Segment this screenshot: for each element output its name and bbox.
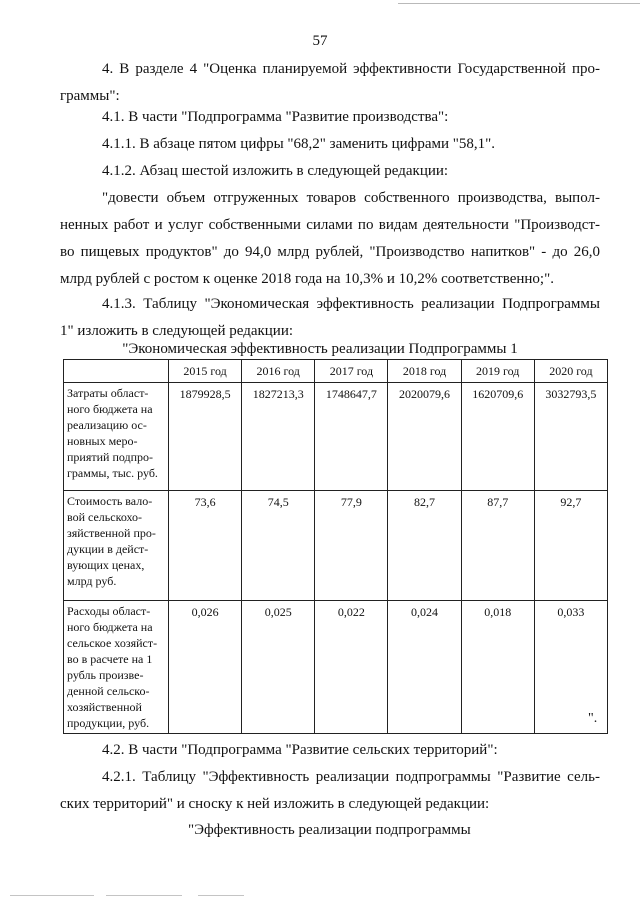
paragraph-4-1: 4.1. В части "Подпрограмма "Развитие производства": xyxy=(102,109,449,125)
paragraph-4-1-3 xyxy=(60,291,600,345)
label-line: приятий подпро- xyxy=(67,450,154,464)
label-line: реализацию ос- xyxy=(67,418,147,432)
label-line: млрд руб. xyxy=(67,574,117,588)
label-line: Стоимость вало- xyxy=(67,494,153,508)
year-header: 2015 год xyxy=(169,360,242,383)
row-label xyxy=(64,383,169,491)
value-cell: 2020079,6 xyxy=(388,383,461,491)
table-corner-cell xyxy=(64,360,169,383)
value-cell: 1879928,5 xyxy=(169,383,242,491)
year-header: 2020 год xyxy=(534,360,607,383)
value-cell: 0,026 xyxy=(169,601,242,734)
paragraph-line: 4. В разделе 4 "Оценка планируемой эффективности Государственной про- xyxy=(102,61,600,77)
paragraph-line: ских территорий" и сноску к ней изложить в следующей редакции: xyxy=(60,796,490,812)
table-row xyxy=(64,383,608,491)
value-cell: 0,025 xyxy=(242,601,315,734)
label-line: Затраты област- xyxy=(67,386,149,400)
paragraph-line: 1" изложить в следующей редакции: xyxy=(60,323,294,339)
year-header: 2016 год xyxy=(242,360,315,383)
year-header: 2019 год xyxy=(461,360,534,383)
label-line: ного бюджета на xyxy=(67,620,153,634)
paragraph-4-2: 4.2. В части "Подпрограмма "Развитие сельских территорий": xyxy=(102,742,498,758)
value-cell: 0,018 xyxy=(461,601,534,734)
paragraph-line: 4.2.1. Таблицу "Эффективность реализации подпрограммы "Развитие сель- xyxy=(102,769,600,785)
paragraph-line: 4.1.3. Таблицу "Экономическая эффективность реализации Подпрограммы xyxy=(102,296,600,312)
paragraph-line: во пищевых продуктов" до 94,0 млрд рублей, "Производство напитков" - до 26,0 xyxy=(60,244,600,260)
label-line: граммы, тыс. руб. xyxy=(67,466,158,480)
paragraph-line: ненных работ и услуг собственными силами по видам деятельности "Производст- xyxy=(60,217,600,233)
paragraph-line: граммы": xyxy=(60,88,120,104)
value-cell: 1748647,7 xyxy=(315,383,388,491)
value-cell: 73,6 xyxy=(169,491,242,601)
label-line: вой сельскохо- xyxy=(67,510,143,524)
value-cell: 77,9 xyxy=(315,491,388,601)
row-label xyxy=(64,601,169,734)
label-line: хозяйственной xyxy=(67,700,142,714)
label-line: новных меро- xyxy=(67,434,138,448)
paragraph-line: "довести объем отгруженных товаров собственного производства, выпол- xyxy=(102,190,600,206)
value-cell: 74,5 xyxy=(242,491,315,601)
table-row xyxy=(64,491,608,601)
value-cell: 0,024 xyxy=(388,601,461,734)
label-line: дукции в дейст- xyxy=(67,542,149,556)
scan-artifact xyxy=(106,895,182,896)
label-line: Расходы област- xyxy=(67,604,151,618)
table-header-row xyxy=(64,360,608,383)
label-line: продукции, руб. xyxy=(67,716,150,730)
row-label xyxy=(64,491,169,601)
value-cell: 1620709,6 xyxy=(461,383,534,491)
label-line: вующих ценах, xyxy=(67,558,145,572)
paragraph-4-1-2: 4.1.2. Абзац шестой изложить в следующей редакции: xyxy=(102,163,449,179)
value-cell: 1827213,3 xyxy=(242,383,315,491)
label-line: денной сельско- xyxy=(67,684,150,698)
paragraph-line: млрд рублей с ростом к оценке 2018 года на 10,3% и 10,2% соответственно;". xyxy=(60,271,554,287)
scan-artifact xyxy=(198,895,244,896)
paragraph-4-1-1: 4.1.1. В абзаце пятом цифры "68,2" заменить цифрами "58,1". xyxy=(102,136,496,152)
efficiency-table xyxy=(63,359,608,734)
label-line: сельское хозяйст- xyxy=(67,636,158,650)
value-cell: 0,022 xyxy=(315,601,388,734)
year-header: 2018 год xyxy=(388,360,461,383)
table-title: "Экономическая эффективность реализации Подпрограммы 1 xyxy=(122,341,518,357)
label-line: зяйственной про- xyxy=(67,526,156,540)
value-cell: 0,033 xyxy=(534,601,607,734)
year-header: 2017 год xyxy=(315,360,388,383)
label-line: во в расчете на 1 xyxy=(67,652,153,666)
paragraph-section-4 xyxy=(60,56,600,83)
value-cell: 3032793,5 xyxy=(534,383,607,491)
next-table-title: "Эффективность реализации подпрограммы xyxy=(188,822,471,838)
value-cell: 82,7 xyxy=(388,491,461,601)
value-cell: 87,7 xyxy=(461,491,534,601)
top-edge-rule xyxy=(398,3,640,4)
scan-artifact xyxy=(10,895,94,896)
page-number: 57 xyxy=(312,33,328,49)
paragraph-4-2-1 xyxy=(60,764,600,818)
label-line: рубль произве- xyxy=(67,668,144,682)
quote-closing-mark: ". xyxy=(588,711,598,726)
paragraph-quote-6 xyxy=(60,185,600,293)
table-row xyxy=(64,601,608,734)
value-cell: 92,7 xyxy=(534,491,607,601)
label-line: ного бюджета на xyxy=(67,402,153,416)
